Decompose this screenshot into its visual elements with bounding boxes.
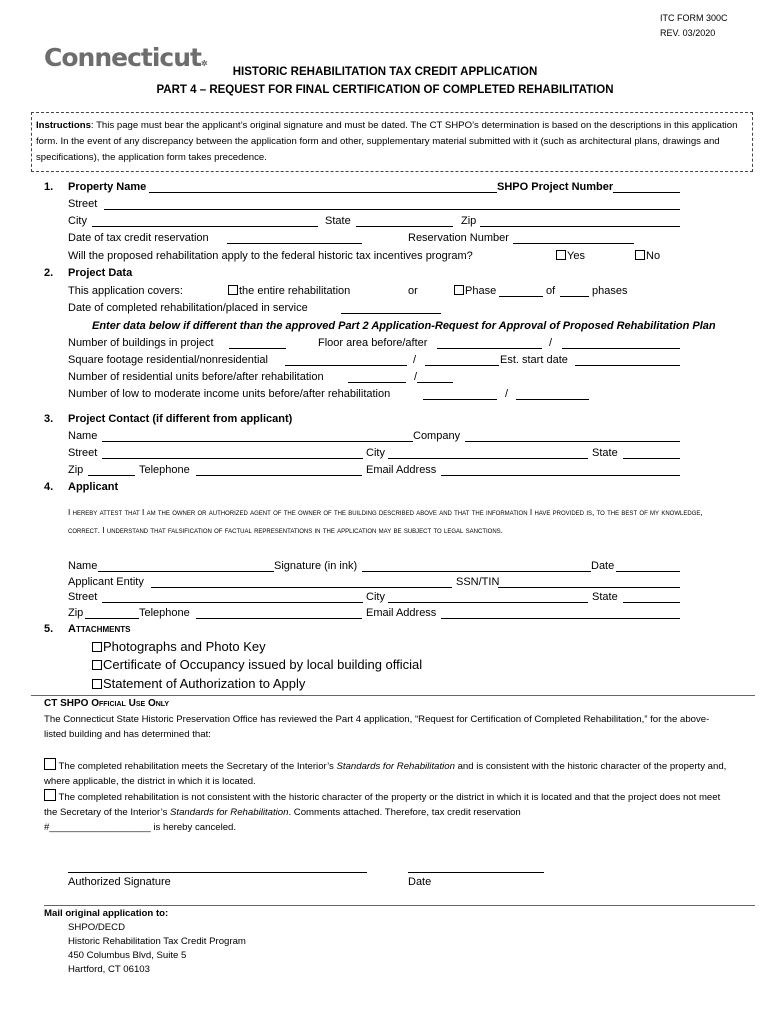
low-income-before-field[interactable] (423, 399, 497, 400)
mail-divider (44, 905, 755, 906)
property-state-field[interactable] (356, 226, 453, 227)
entire-rehab-label: the entire rehabilitation (239, 285, 351, 297)
section5-number: 5. (44, 623, 54, 635)
contact-city-field[interactable] (388, 458, 588, 459)
certificate-checkbox[interactable] (92, 660, 102, 670)
contact-telephone-label: Telephone (139, 464, 190, 476)
or-label: or (408, 285, 418, 297)
sqft-residential-field[interactable] (285, 365, 407, 366)
ssn-field[interactable] (498, 587, 680, 588)
no-label: No (646, 250, 661, 262)
units-before-field[interactable] (348, 382, 406, 383)
mail-line-1: SHPO/DECD (68, 922, 126, 933)
attachment-certificate[interactable] (92, 657, 422, 672)
certificate-label: Certificate of Occupancy issued by local building official (103, 657, 423, 672)
logo-text: Connecticut (44, 43, 201, 72)
section2-number: 2. (44, 267, 54, 279)
project-contact-heading: Project Contact (if different from applicant) (68, 413, 293, 425)
page-subtitle: PART 4 – REQUEST FOR FINAL CERTIFICATION OF COMPLETED REHABILITATION (156, 84, 614, 96)
contact-city-label: City (366, 447, 385, 459)
contact-company-field[interactable] (465, 441, 680, 442)
option1-text-b: and is consistent with the historic character of the property and, where applicable, the district in which it is located. (44, 761, 727, 787)
official-date-field[interactable] (408, 872, 544, 873)
form-number: ITC FORM 300C (660, 13, 728, 23)
applicant-date-field[interactable] (616, 571, 680, 572)
start-date-field[interactable] (575, 365, 680, 366)
mail-line-3: 450 Columbus Blvd, Suite 5 (68, 950, 187, 961)
authorized-signature-label: Authorized Signature (68, 876, 171, 888)
applicant-city-field[interactable] (388, 602, 588, 603)
official-option-2 (44, 789, 730, 835)
applicant-city-label: City (366, 591, 385, 603)
applicant-street-field[interactable] (102, 602, 363, 603)
mail-line-4: Hartford, CT 06103 (68, 964, 150, 975)
federal-yes-option[interactable] (556, 250, 585, 262)
meets-standards-checkbox[interactable] (44, 758, 56, 770)
applicant-state-field[interactable] (623, 602, 680, 603)
contact-street-label: Street (68, 447, 98, 459)
units-after-field[interactable] (417, 382, 453, 383)
section4-number: 4. (44, 481, 54, 493)
applicant-telephone-field[interactable] (196, 618, 362, 619)
contact-email-label: Email Address (366, 464, 437, 476)
applicant-name-field[interactable] (98, 571, 274, 572)
yes-checkbox[interactable] (556, 250, 566, 260)
sqft-label: Square footage residential/nonresidential (68, 354, 268, 366)
applicant-entity-field[interactable] (151, 587, 452, 588)
applicant-email-label: Email Address (366, 607, 437, 619)
contact-telephone-field[interactable] (196, 475, 362, 476)
property-zip-field[interactable] (480, 226, 680, 227)
applicant-entity-label: Applicant Entity (68, 576, 144, 588)
part2-note: Enter data below if different than the approved Part 2 Application-Request for Approval of Proposed Rehabilitation Plan (92, 320, 716, 332)
yes-label: Yes (567, 250, 585, 262)
applicant-zip-field[interactable] (85, 618, 139, 619)
phase-label: Phase (465, 285, 497, 297)
authorized-signature-field[interactable] (68, 872, 367, 873)
buildings-label: Number of buildings in project (68, 337, 214, 349)
zip-label: Zip (461, 215, 477, 227)
contact-company-label: Company (413, 430, 461, 442)
shpo-project-number-field[interactable] (613, 192, 680, 193)
federal-question: Will the proposed rehabilitation apply to the federal historic tax incentives program? (68, 250, 473, 262)
city-label: City (68, 215, 87, 227)
attachment-authorization[interactable] (92, 676, 305, 691)
project-data-heading: Project Data (68, 267, 133, 279)
instructions-body: : This page must bear the applicant’s original signature and must be dated. The CT SHPO’s determination is based on the descriptions in this application form. In the event of any discrepancy between the application form and other, supplementary material submitted with it (such as architectural plans, drawings and specifications), the application form takes precedence. (36, 120, 738, 163)
mail-heading: Mail original application to: (44, 908, 169, 919)
attachments-heading: Attachments (68, 623, 131, 635)
low-income-slash: / (505, 388, 509, 400)
applicant-date-label: Date (591, 560, 615, 572)
contact-zip-field[interactable] (88, 475, 135, 476)
applicant-street-label: Street (68, 591, 98, 603)
attestation-text: I hereby attest that I am the owner or authorized agent of the owner of the building described above and that the information I have provided is, to the best of my knowledge, correct. I understand that falsification of factual representations in the application may be subject to legal sanctions. (68, 507, 703, 535)
phase-number-field[interactable] (499, 296, 543, 297)
floor-area-label: Floor area before/after (318, 337, 428, 349)
covers-label: This application covers: (68, 285, 183, 297)
revision-date: REV. 03/2020 (660, 28, 716, 38)
not-consistent-checkbox[interactable] (44, 789, 56, 801)
section1-number: 1. (44, 181, 54, 193)
logo-mark-icon: ✲ (200, 59, 208, 68)
phase-checkbox[interactable] (454, 285, 464, 295)
state-label: State (325, 215, 351, 227)
attachment-photographs[interactable] (92, 639, 266, 654)
applicant-name-label: Name (68, 560, 98, 572)
federal-no-option[interactable] (635, 250, 660, 262)
official-divider (31, 695, 755, 696)
applicant-heading: Applicant (68, 481, 119, 493)
low-income-label: Number of low to moderate income units before/after rehabilitation (68, 388, 391, 400)
low-income-after-field[interactable] (516, 399, 589, 400)
reservation-date-label: Date of tax credit reservation (68, 232, 209, 244)
option2-standards: Standards for Rehabilitation (170, 807, 289, 818)
applicant-zip-label: Zip (68, 607, 84, 619)
property-city-field[interactable] (92, 226, 318, 227)
page-title: HISTORIC REHABILITATION TAX CREDIT APPLICATION (232, 66, 538, 78)
official-use-heading: CT SHPO Official Use Only (44, 698, 170, 709)
property-street-field[interactable] (104, 209, 680, 210)
shpo-project-number-label: SHPO Project Number (497, 181, 614, 193)
photographs-label: Photographs and Photo Key (103, 639, 266, 654)
reservation-number-blank[interactable]: #___________________ (44, 822, 151, 833)
total-phases-field[interactable] (560, 296, 589, 297)
entire-rehab-option[interactable] (228, 285, 350, 297)
reservation-date-field[interactable] (227, 243, 362, 244)
floor-area-before-field[interactable] (437, 348, 542, 349)
signature-label: Signature (in ink) (274, 560, 358, 572)
instructions-label: Instructions (36, 120, 91, 131)
units-slash: / (414, 371, 418, 383)
property-name-label: Property Name (68, 181, 147, 193)
instructions-text (36, 118, 748, 166)
no-checkbox[interactable] (635, 250, 645, 260)
option2-text-b: . Comments attached. Therefore, tax credit reservation (288, 807, 521, 818)
official-date-label: Date (408, 876, 432, 888)
buildings-field[interactable] (229, 348, 286, 349)
completed-date-label: Date of completed rehabilitation/placed in service (68, 302, 308, 314)
phases-label: phases (592, 285, 628, 297)
property-name-field[interactable] (149, 192, 497, 193)
authorization-checkbox[interactable] (92, 679, 102, 689)
reservation-number-label: Reservation Number (408, 232, 509, 244)
contact-state-field[interactable] (623, 458, 680, 459)
contact-email-field[interactable] (441, 475, 680, 476)
option1-text-a: The completed rehabilitation meets the Secretary of the Interior’s (56, 761, 337, 772)
official-intro: The Connecticut State Historic Preservation Office has reviewed the Part 4 application, “Request for Certification of Completed Rehabilitation,” for the above-listed building and has determined that: (44, 714, 710, 740)
street-label: Street (68, 198, 98, 210)
mail-line-2: Historic Rehabilitation Tax Credit Program (68, 936, 246, 947)
sqft-nonresidential-field[interactable] (425, 365, 499, 366)
start-date-label: Est. start date (500, 354, 568, 366)
contact-zip-label: Zip (68, 464, 84, 476)
ssn-label: SSN/TIN (456, 576, 500, 588)
floor-area-after-field[interactable] (562, 348, 680, 349)
section3-number: 3. (44, 413, 54, 425)
contact-name-field[interactable] (102, 441, 413, 442)
completed-date-field[interactable] (341, 313, 441, 314)
applicant-telephone-label: Telephone (139, 607, 190, 619)
contact-name-label: Name (68, 430, 98, 442)
photographs-checkbox[interactable] (92, 642, 102, 652)
sqft-slash: / (413, 354, 417, 366)
phase-option[interactable] (454, 285, 496, 297)
contact-street-field[interactable] (102, 458, 363, 459)
option2-text-c: is hereby canceled. (150, 822, 237, 833)
option1-standards: Standards for Rehabilitation (336, 761, 455, 772)
applicant-state-label: State (592, 591, 618, 603)
floor-area-slash: / (549, 337, 553, 349)
applicant-email-field[interactable] (441, 618, 680, 619)
official-option-1 (44, 758, 730, 789)
residential-units-label: Number of residential units before/after rehabilitation (68, 371, 324, 383)
entire-rehab-checkbox[interactable] (228, 285, 238, 295)
reservation-number-field[interactable] (513, 243, 634, 244)
applicant-signature-field[interactable] (362, 571, 591, 572)
option2-text-a: The completed rehabilitation is not consistent with the historic character of the property or the district in which it is located and that the project does not meet the Secretary of the Interior’s (44, 792, 721, 818)
contact-state-label: State (592, 447, 618, 459)
authorization-label: Statement of Authorization to Apply (103, 676, 306, 691)
of-label: of (546, 285, 556, 297)
